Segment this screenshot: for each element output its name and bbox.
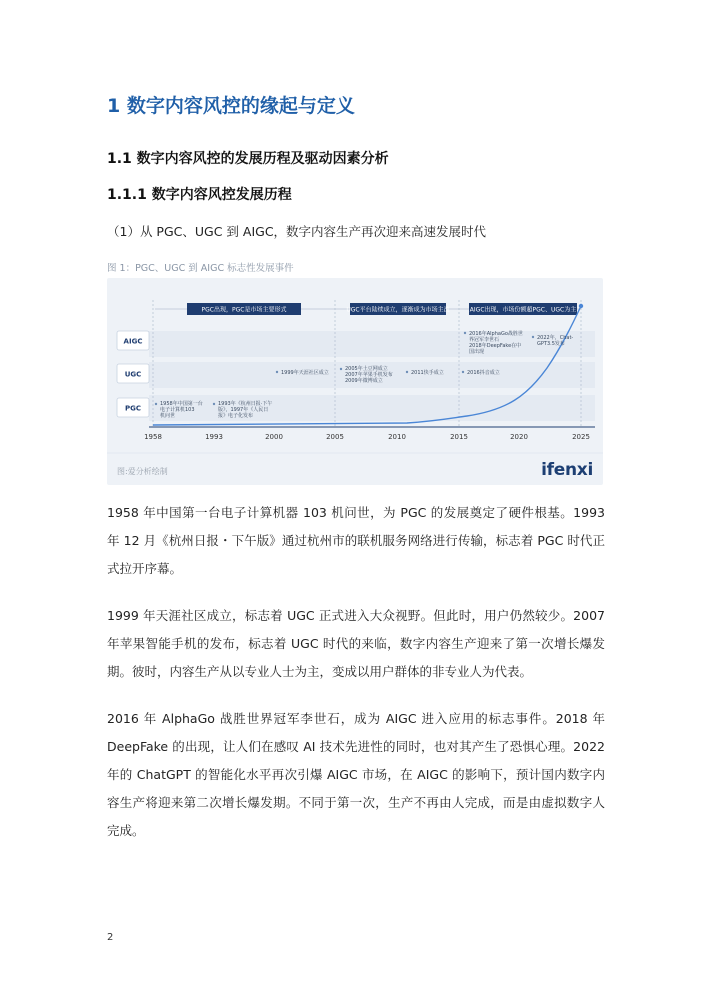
logo-text: ifenxi (541, 460, 593, 480)
band-ugc-label: UGC平台陆续成立，逐渐成为市场主流 (346, 306, 450, 314)
event-marker (213, 403, 215, 405)
figure-caption: 图 1：PGC、UGC 到 AIGC 标志性发展事件 (107, 263, 294, 274)
x-tick: 2025 (572, 433, 590, 441)
event-ugc1: 1999年天涯社区成立 (281, 370, 329, 376)
band-aigc-label: AIGC出现，市场份额超PGC、UGC为主 (469, 306, 577, 314)
row-label-ugc: UGC (124, 370, 142, 379)
subsection-heading: （1）从 PGC、UGC 到 AIGC，数字内容生产再次迎来高速发展时代 (107, 224, 487, 239)
row-label-aigc: AIGC (123, 337, 143, 346)
event-marker (406, 371, 408, 373)
event-pgc1-line1: 1958年中国第一台 (160, 401, 203, 407)
paragraph-3: 2016 年 AlphaGo 战胜世界冠军李世石，成为 AIGC 进入应用的标志事件。2018 年 DeepFake 的出现，让人们在感叹 AI 技术先进性的同时，也对其产生了恐惧心理。2022 年的 ChatGPT 的智能化水平再次引爆 AIGC 市场，在 AIGC 的影响下，预计国内数字内容生产将迎来第二次增长爆发期。不同于第一次，生产不再由人完成，而是由虚拟数字人完成。 (107, 711, 605, 838)
event-aigc1-line2: 界冠军李世石 (469, 337, 500, 343)
event-aigc1-line4: 国出现 (469, 349, 485, 355)
event-marker (532, 336, 534, 338)
event-ugc2-line2: 2007年苹果手机发布 (345, 372, 393, 378)
x-tick: 2005 (326, 433, 344, 441)
event-pgc2-line1: 1993年《杭州日报·下午 (218, 401, 273, 407)
x-tick: 1958 (144, 433, 162, 441)
event-marker (464, 332, 466, 334)
paragraph-1: 1958 年中国第一台电子计算机器 103 机问世，为 PGC 的发展奠定了硬件根基。1993 年 12 月《杭州日报・下午版》通过杭州市的联机服务网络进行传输，标志着 PGC 时代正式拉开序幕。 (107, 505, 605, 576)
event-ugc4: 2016抖音成立 (467, 370, 500, 376)
event-marker (462, 371, 464, 373)
event-pgc1-line2: 电子计算机103 (160, 407, 195, 413)
x-tick: 2000 (265, 433, 283, 441)
x-tick: 1993 (205, 433, 223, 441)
figure-source: 图:爱分析绘制 (117, 467, 168, 476)
event-ugc2-line3: 2009年微博成立 (345, 378, 383, 384)
page-number: 2 (107, 932, 114, 943)
event-aigc1-line1: 2016年AlphaGo战胜世 (469, 331, 523, 337)
event-marker (276, 371, 278, 373)
event-aigc2-line2: GPT3.5发布 (537, 341, 565, 347)
timeline-figure (107, 278, 603, 485)
x-tick: 2020 (510, 433, 528, 441)
row-stripe-aigc (149, 331, 595, 357)
band-pgc-label: PGC出现，PGC是市场主要形式 (201, 306, 287, 314)
x-tick: 2010 (388, 433, 406, 441)
row-stripe-pgc (149, 395, 595, 421)
row-label-pgc: PGC (124, 404, 142, 413)
section-heading-1-1-1: 1.1.1 数字内容风控发展历程 (107, 187, 292, 203)
event-ugc3: 2011快手成立 (411, 370, 444, 376)
paragraph-2: 1999 年天涯社区成立，标志着 UGC 正式进入大众视野。但此时，用户仍然较少。2007 年苹果智能手机的发布，标志着 UGC 时代的来临，数字内容生产迎来了第一次增长爆发期。彼时，内容生产从以专业人士为主，变成以用户群体的非专业人为代表。 (107, 608, 605, 679)
event-pgc1-line3: 机问世 (160, 413, 176, 419)
x-axis-ticks (144, 433, 590, 441)
event-marker (340, 368, 342, 370)
event-pgc2-line3: 报》电子化发布 (218, 413, 254, 419)
section-heading-1-1: 1.1 数字内容风控的发展历程及驱动因素分析 (107, 151, 389, 167)
event-aigc2-line1: 2022年，Chat- (537, 335, 574, 341)
timeline-diagram (107, 278, 603, 485)
section-heading-1: 1 数字内容风控的缘起与定义 (107, 95, 355, 117)
curve-endpoint (579, 304, 583, 308)
event-ugc2-line1: 2005年土豆网成立 (345, 366, 388, 372)
x-tick: 2015 (450, 433, 468, 441)
event-aigc1-line3: 2018年DeepFake在中 (469, 343, 522, 349)
event-pgc2-line2: 版》，1997年《人民日 (218, 407, 269, 413)
event-marker (155, 403, 157, 405)
ifenxi-logo (541, 460, 593, 480)
